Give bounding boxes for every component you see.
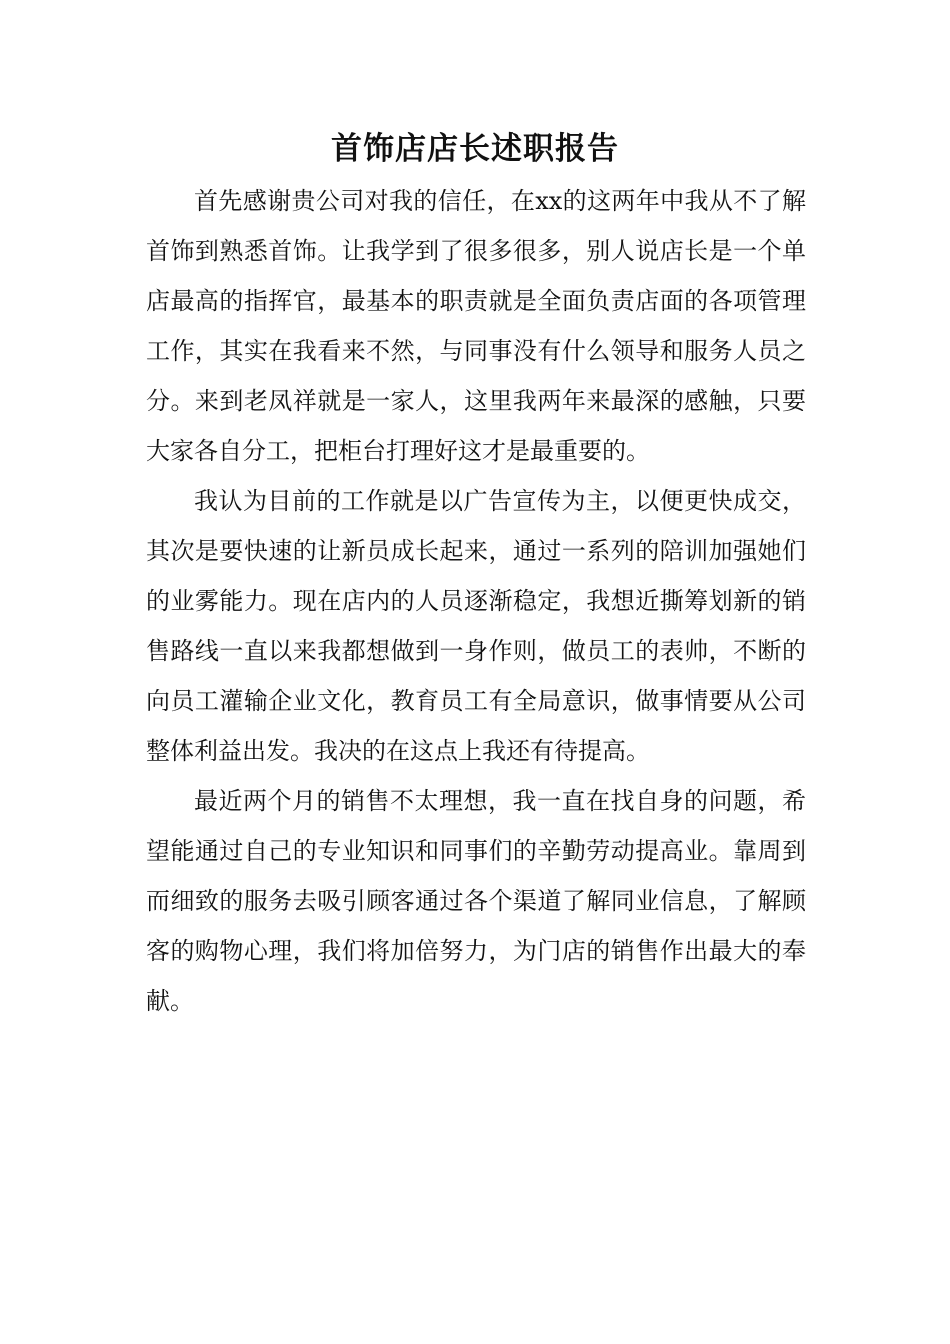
document-body [146, 176, 806, 1026]
document-title: 首饰店店长述职报告 [331, 131, 619, 167]
paragraph-1: 首先感谢贵公司对我的信任，在xx的这两年中我从不了解首饰到熟悉首饰。让我学到了很多很多，别人说店长是一个单店最高的指挥官，最基本的职责就是全面负责店面的各项管理工作，其实在我看来不然，与同事没有什么领导和服务人员之分。来到老凤祥就是一家人，这里我两年来最深的感触，只要大家各自分工，把柜台打理好这才是最重要的。 [146, 187, 806, 465]
paragraph-3: 最近两个月的销售不太理想，我一直在找自身的问题，希望能通过自己的专业知识和同事们的辛勤劳动提高业。靠周到而细致的服务去吸引顾客通过各个渠道了解同业信息，了解顾客的购物心理，我们将加倍努力，为门店的销售作出最大的奉献。 [146, 787, 806, 1015]
paragraph-2: 我认为目前的工作就是以广告宣传为主，以便更快成交，其次是要快速的让新员成长起来，通过一系列的陪训加强她们的业雾能力。现在店内的人员逐渐稳定，我想近撕筹划新的销售路线一直以来我都想做到一身作则，做员工的表帅，不断的向员工灌输企业文化，教育员工有全局意识，做事情要从公司整体利益出发。我决的在这点上我还有待提高。 [146, 487, 806, 765]
